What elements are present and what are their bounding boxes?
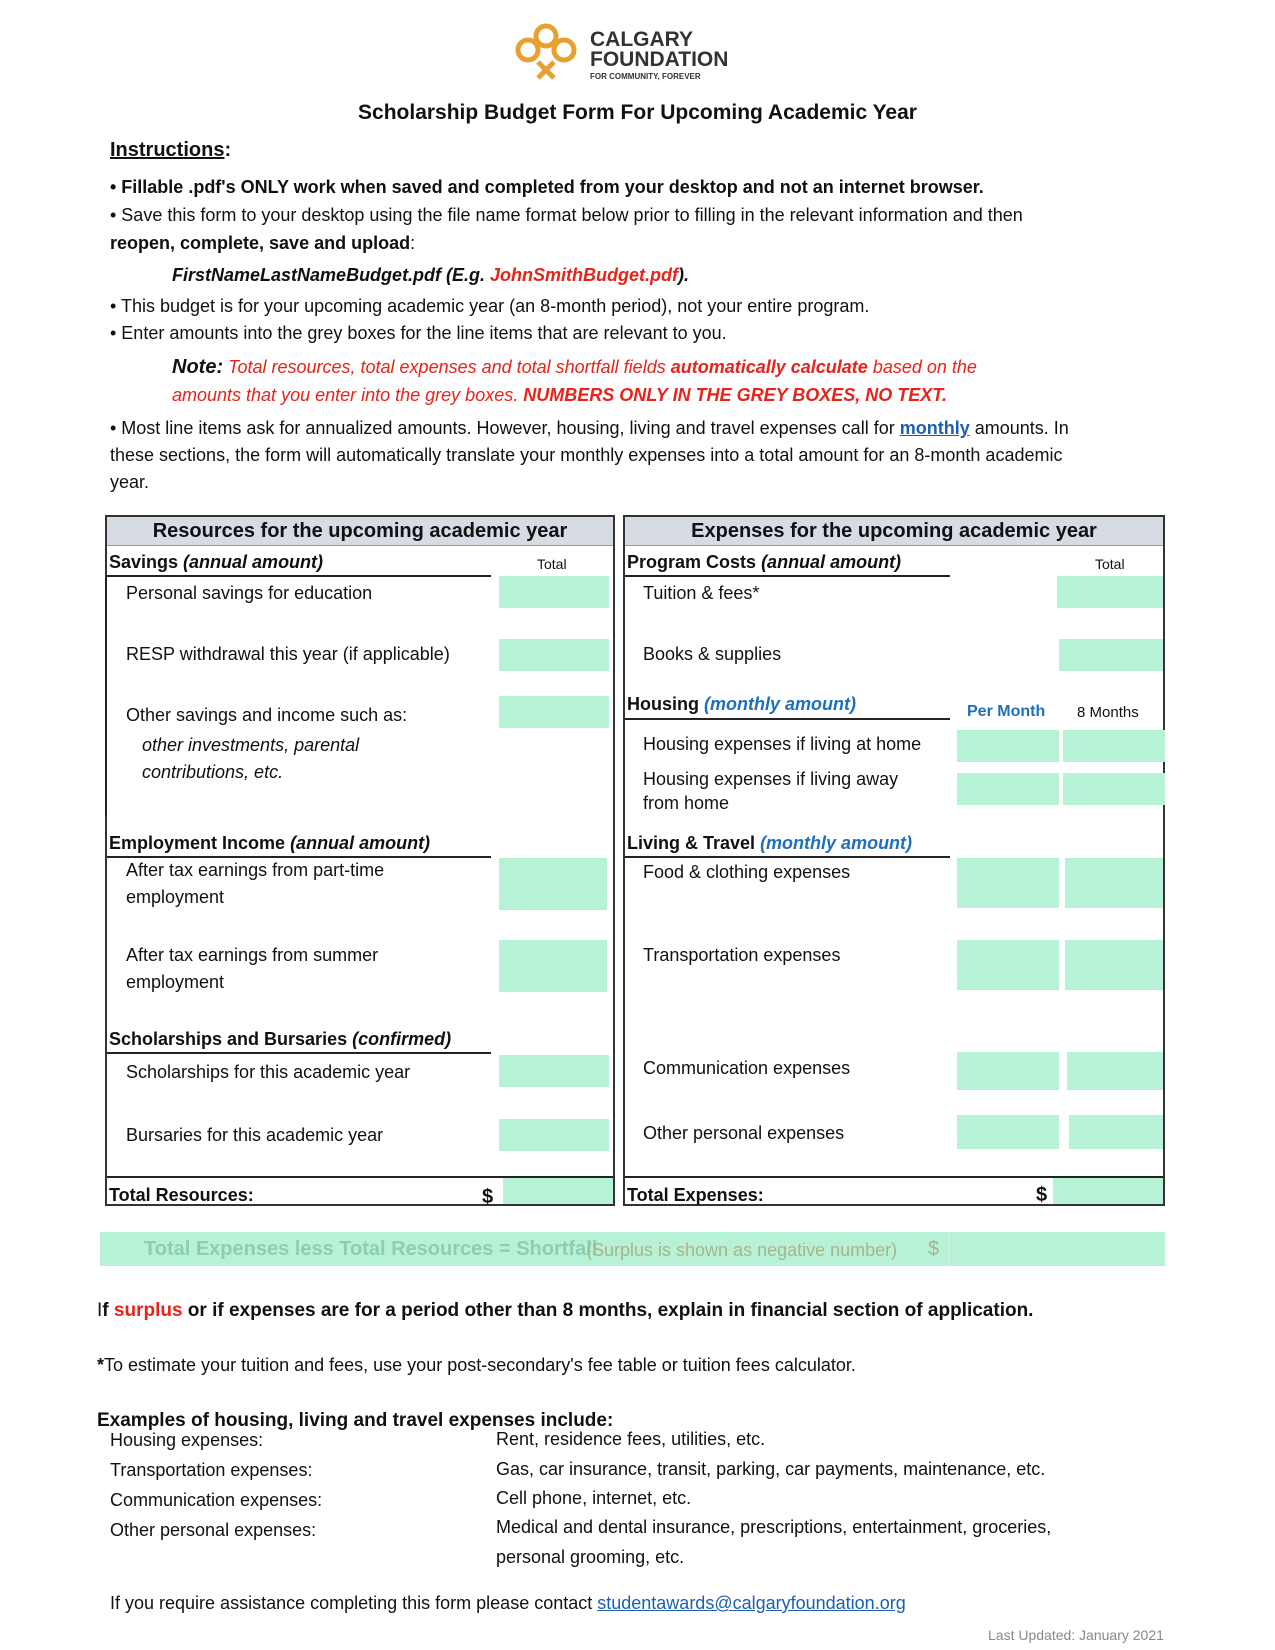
employment-heading [109,832,430,854]
savings-indent-line [105,575,107,815]
note-2b: NUMBERS ONLY IN THE GREY BOXES, NO TEXT. [523,385,947,405]
bursaries-input[interactable] [499,1119,609,1151]
housing-qualifier: (monthly amount) [704,694,856,714]
scholarships-heading [109,1028,451,1050]
scholarships-label: Scholarships for this academic year [126,1062,411,1082]
expenses-header-rule [625,545,1163,546]
instructions-heading [110,138,231,162]
shortfall-bar [100,1232,1165,1266]
total-resources-dollar: $ [482,1186,494,1208]
instruction-b2-line2 [110,232,415,254]
housing-heading [627,693,856,715]
other-savings-example2: contributions, etc. [142,762,284,782]
total-expenses-value [1053,1178,1163,1204]
example-value-communication: Cell phone, internet, etc. [496,1488,692,1508]
housing-away-label-1: Housing expenses if living away [643,769,899,789]
note-line1 [172,356,977,378]
food-monthly-input[interactable] [957,858,1059,908]
other-savings-input[interactable] [499,696,609,728]
surplus-word: surplus [113,1300,183,1321]
instructions-colon: : [224,139,232,161]
contact-email-link[interactable]: studentawards@calgaryfoundation.org [597,1593,906,1613]
b5-1a: • Most line items ask for annualized amounts. However, housing, living and travel expenses call for [110,418,900,438]
parttime-label-2: employment [126,887,225,907]
instruction-b3: • This budget is for your upcoming academic year (an 8-month period), not your entire program. [110,296,870,316]
parttime-label-1: After tax earnings from part-time [126,860,385,880]
example-value-other-cont: personal grooming, etc. [496,1547,685,1567]
examples-heading: Examples of housing, living and travel expenses include: [97,1410,614,1431]
other-personal-total [1069,1115,1163,1149]
expenses-total-col: Total [1095,556,1125,572]
tuition-input[interactable] [1057,576,1163,608]
scholarships-title: Scholarships and Bursaries [109,1029,348,1049]
housing-rule [625,718,950,720]
parttime-earnings-input[interactable] [499,858,607,910]
food-label: Food & clothing expenses [643,862,851,882]
total-resources-label: Total Resources: [109,1185,254,1205]
other-personal-label: Other personal expenses [643,1123,845,1143]
scholarships-input[interactable] [499,1055,609,1087]
employment-title: Employment Income [109,833,286,853]
savings-rule [107,575,491,577]
housing-home-label: Housing expenses if living at home [643,734,922,754]
books-input[interactable] [1059,639,1163,671]
instruction-b1: • Fillable .pdf's ONLY work when saved and completed from your desktop and not an internet browser. [110,177,984,197]
employment-rule [107,856,491,858]
total-expenses-dollar: $ [1036,1184,1048,1206]
bursaries-label: Bursaries for this academic year [126,1125,384,1145]
surplus-line-a: I [97,1300,103,1321]
per-month-col: Per Month [967,703,1046,720]
living-rule [625,856,950,858]
communication-monthly-input[interactable] [957,1052,1059,1090]
books-label: Books & supplies [643,644,782,664]
example-label-communication: Communication expenses: [110,1490,323,1510]
example-value-transport: Gas, car insurance, transit, parking, car payments, maintenance, etc. [496,1459,1046,1479]
contact-text: If you require assistance completing this form please contact [110,1593,598,1613]
note-1a: Total resources, total expenses and total shortfall fields [228,357,671,377]
instruction-b5-line2: these sections, the form will automatically translate your monthly expenses into a total amount for an 8-month academic [110,445,1063,465]
surplus-line-b: f [102,1300,114,1321]
contact-line [110,1592,906,1614]
page-title: Scholarship Budget Form For Upcoming Academic Year [358,101,917,124]
logo-icon [514,22,578,82]
communication-total [1067,1052,1163,1090]
surplus-line-d: or if expenses are for a period other than 8 months, explain in financial section of application. [182,1300,1034,1321]
instruction-b5-line1 [110,417,1069,439]
example-label-housing: Housing expenses: [110,1430,264,1450]
resources-header: Resources for the upcoming academic year [107,517,613,545]
monthly-link[interactable]: monthly [899,418,970,438]
resp-input[interactable] [499,639,609,671]
summer-earnings-input[interactable] [499,940,607,992]
program-rule [625,575,950,577]
tuition-label: Tuition & fees* [643,583,760,603]
housing-home-total [1063,730,1165,762]
instruction-b5-line3: year. [110,472,150,492]
program-title: Program Costs [627,552,757,572]
example-label-other: Other personal expenses: [110,1520,317,1540]
surplus-line [97,1300,1033,1322]
resources-total-col: Total [537,556,567,572]
communication-label: Communication expenses [643,1058,851,1078]
housing-home-monthly-input[interactable] [957,730,1059,762]
note-1b: automatically calculate [670,357,868,377]
note-line2 [172,384,947,406]
calgary-foundation-logo [514,22,729,84]
last-updated: Last Updated: January 2021 [988,1627,1164,1643]
transport-label: Transportation expenses [643,945,841,965]
resources-header-rule [107,545,613,546]
summer-label-2: employment [126,972,225,992]
total-expenses-label: Total Expenses: [627,1185,764,1205]
other-personal-monthly-input[interactable] [957,1115,1059,1149]
logo-tagline: FOR COMMUNITY, FOREVER [590,72,701,81]
housing-away-monthly-input[interactable] [957,773,1059,805]
example-value-housing: Rent, residence fees, utilities, etc. [496,1429,766,1449]
other-savings-example1: other investments, parental [142,735,360,755]
filename-example: JohnSmithBudget.pdf [490,265,679,285]
note-1c: based on the [867,357,977,377]
logo-line1: CALGARY [590,28,694,51]
summer-label-1: After tax earnings from summer [126,945,379,965]
b5-1b: amounts. In [969,418,1069,438]
instruction-b2-bold: reopen, complete, save and upload [110,233,411,253]
total-resources-value [503,1178,613,1204]
savings-heading [109,551,323,573]
shortfall-dollar: $ [928,1238,940,1260]
savings-qualifier: (annual amount) [183,552,324,572]
personal-savings-label: Personal savings for education [126,583,373,603]
shortfall-value [948,1232,949,1266]
eight-months-col: 8 Months [1077,704,1139,721]
tuition-note [97,1354,856,1376]
instructions-heading-text: Instructions [110,139,225,161]
tuition-note-text: To estimate your tuition and fees, use your post-secondary's fee table or tuition fees calculator. [104,1355,856,1375]
housing-title: Housing [627,694,699,714]
savings-title: Savings [109,552,179,572]
living-title: Living & Travel [627,833,756,853]
other-savings-label: Other savings and income such as: [126,705,408,725]
instruction-b2-line1: • Save this form to your desktop using the file name format below prior to filling in the relevant information and then [110,205,1023,225]
food-total [1065,858,1163,908]
note-label: Note: [172,356,224,378]
filename-format-text: FirstNameLastNameBudget.pdf (E.g. [172,265,491,285]
living-qualifier: (monthly amount) [760,833,913,853]
program-qualifier: (annual amount) [761,552,902,572]
logo-line2: FOUNDATION [590,48,729,71]
housing-away-total [1063,773,1165,805]
expenses-header: Expenses for the upcoming academic year [625,517,1163,545]
housing-away-label-2: from home [643,793,730,813]
program-heading [627,551,901,573]
transport-monthly-input[interactable] [957,940,1059,990]
scholarships-rule [107,1052,491,1054]
filename-close: ). [678,265,690,285]
employment-qualifier: (annual amount) [290,833,431,853]
shortfall-label: Total Expenses less Total Resources = Shortfall [144,1238,598,1260]
note-2a: amounts that you enter into the grey boxes. [172,385,524,405]
example-label-transport: Transportation expenses: [110,1460,313,1480]
example-value-other: Medical and dental insurance, prescriptions, entertainment, groceries, [496,1517,1052,1537]
instruction-b2-end: : [410,233,416,253]
living-heading [627,832,912,854]
resp-label: RESP withdrawal this year (if applicable) [126,644,450,664]
scholarships-qualifier: (confirmed) [352,1029,452,1049]
shortfall-note: (Surplus is shown as negative number) [586,1240,898,1260]
transport-total [1065,940,1163,990]
tuition-note-star: * [97,1355,105,1375]
personal-savings-input[interactable] [499,576,609,608]
filename-format [172,264,689,286]
instruction-b4: • Enter amounts into the grey boxes for the line items that are relevant to you. [110,323,727,343]
